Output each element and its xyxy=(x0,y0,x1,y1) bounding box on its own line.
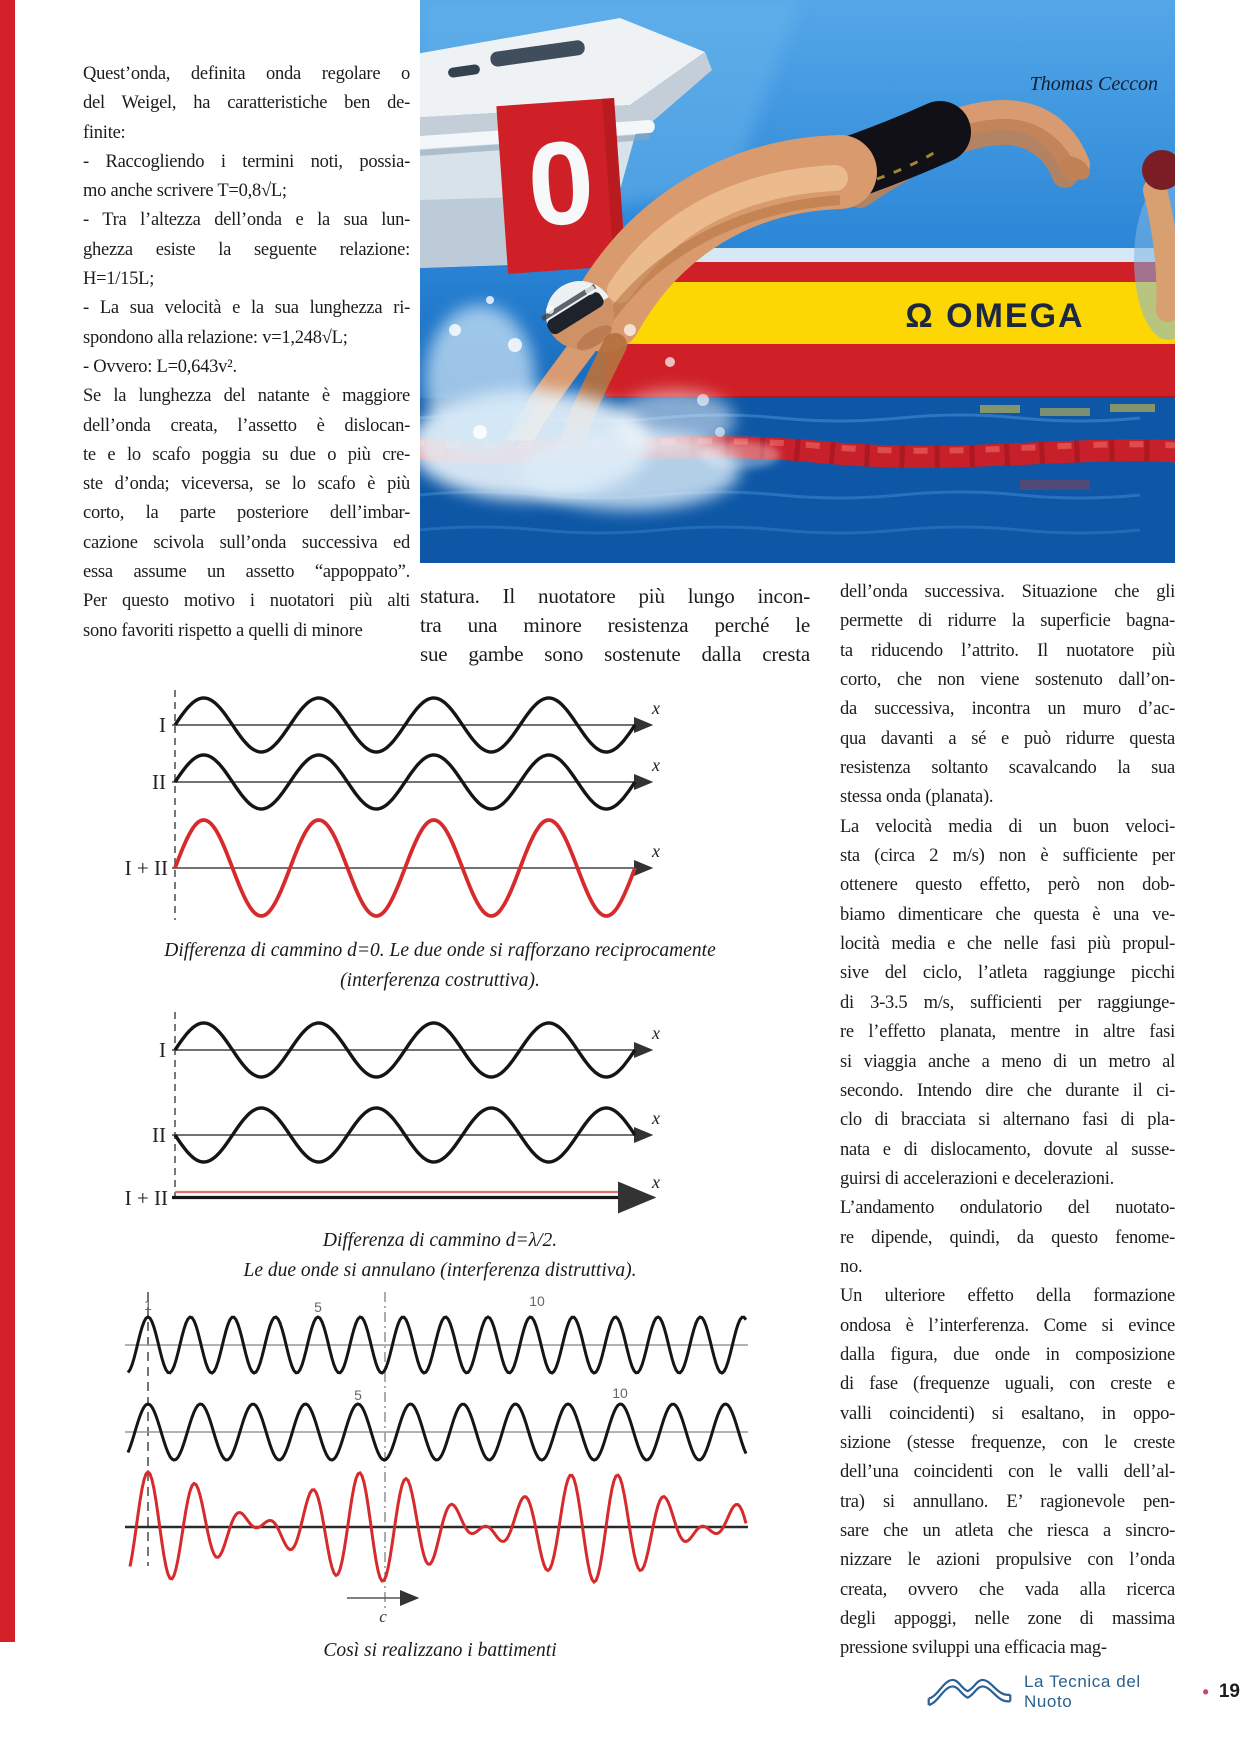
text-line: - Ovvero: L=0,643v². xyxy=(83,356,237,377)
wave-label: I + II xyxy=(124,856,168,880)
text-line: L’andamento ondulatorio del nuotato- xyxy=(840,1198,1175,1219)
figure2-caption xyxy=(100,1226,780,1286)
text-line: si viaggia anche a meno di un metro al xyxy=(840,1051,1175,1072)
text-line: pressione sviluppi una efficacia mag- xyxy=(840,1638,1107,1659)
text-line: ottenere questo effetto, però non dob- xyxy=(840,875,1175,896)
axis-label-x: x xyxy=(652,1172,660,1192)
wave-label: II xyxy=(152,1123,166,1147)
axis-label-x: x xyxy=(652,698,660,718)
axis-label-x: x xyxy=(652,841,660,861)
text-line: sono favoriti rispetto a quelli di minore xyxy=(83,620,363,641)
text-line: finite: xyxy=(83,122,126,143)
text-line: clo di bracciata si alternano fasi di pla- xyxy=(840,1110,1175,1131)
text-line: Un ulteriore effetto della formazione xyxy=(840,1286,1175,1307)
wave-logo-icon xyxy=(925,1675,1014,1709)
footer-separator-dot: • xyxy=(1202,1681,1209,1702)
wave-I xyxy=(175,698,635,752)
text-line: secondo. Intendo dire che durante il ci- xyxy=(840,1080,1175,1101)
figure1-caption xyxy=(100,936,780,996)
left-margin-bar xyxy=(0,0,15,1642)
text-line: no. xyxy=(840,1256,863,1277)
text-line: re dipende, quindi, da questo fenome- xyxy=(840,1227,1175,1248)
text-line: permette di ridurre la superficie bagna- xyxy=(840,611,1175,632)
beat-wave-red xyxy=(130,1472,746,1582)
sponsor-band xyxy=(605,248,1175,402)
figure-destructive-interference xyxy=(125,1012,660,1210)
text-line: sive del ciclo, l’atleta raggiunge picchi xyxy=(840,963,1175,984)
text-line: dell’una coincidenti con le valli dell’al- xyxy=(840,1462,1175,1483)
text-line: essa assume un assetto “appoppato”. xyxy=(83,562,410,583)
page-footer xyxy=(925,1672,1240,1712)
caption-line: Differenza di cammino d=λ/2. xyxy=(322,1230,558,1251)
wave-II xyxy=(175,755,635,809)
text-line: di fase (frequenze uguali, con creste e xyxy=(840,1374,1175,1395)
text-line: mo anche scrivere T=0,8√L; xyxy=(83,181,287,202)
text-line: valli coincidenti) si esaltano, in oppo- xyxy=(840,1403,1175,1424)
text-line: qua davanti a sé e può ridurre questa xyxy=(840,728,1175,749)
figure-constructive-interference xyxy=(125,690,660,920)
omega-logo-text: Ω OMEGA xyxy=(905,297,1085,335)
text-line: ondosa è l’interferenza. Come si evince xyxy=(840,1315,1175,1336)
photo-credit: Thomas Ceccon xyxy=(1029,73,1158,95)
column-left xyxy=(83,60,410,646)
tick-label: 10 xyxy=(612,1385,628,1401)
text-line: dell’onda successiva. Situazione che gli xyxy=(840,582,1175,602)
axis-label-x: x xyxy=(652,1023,660,1043)
text-line: di 3-3.5 m/s, sufficienti per raggiunge- xyxy=(840,992,1175,1013)
wave-frequency-2 xyxy=(128,1404,746,1460)
text-line: - Raccogliendo i termini noti, possia- xyxy=(83,151,410,172)
lane-number: 0 xyxy=(523,115,599,253)
text-line: tra una minore resistenza perché le xyxy=(420,613,810,637)
text-line: statura. Il nuotatore più lungo incon- xyxy=(420,584,810,608)
figure-beats xyxy=(125,1292,748,1626)
text-line: - La sua velocità e la sua lunghezza ri- xyxy=(83,298,410,319)
text-line: locità media e che nelle fasi più propul- xyxy=(840,934,1175,955)
figure3-caption xyxy=(100,1636,780,1666)
text-line: Per questo motivo i nuotatori più alti xyxy=(83,591,410,612)
text-line: da successiva, incontra un muro d’ac- xyxy=(840,699,1175,720)
tick-label: 10 xyxy=(529,1293,545,1309)
caption-line: Differenza di cammino d=0. Le due onde si rafforzano reciprocamente xyxy=(164,940,716,961)
column-right xyxy=(840,578,1175,1664)
wave-label: I xyxy=(159,713,166,737)
text-line: ghezza esiste la seguente relazione: xyxy=(83,239,410,260)
text-line: corto, che non viene sostenuto dall’on- xyxy=(840,670,1175,691)
text-line: dell’onda creata, l’assetto è dislocan- xyxy=(83,415,410,436)
text-line: cazione scivola sull’onda successiva ed xyxy=(83,532,410,553)
wave-label: I + II xyxy=(124,1186,168,1210)
tick-label: 1 xyxy=(144,1297,152,1313)
swimmer-photo xyxy=(420,0,1175,563)
text-line: nizzare le azioni propulsive con l’onda xyxy=(840,1550,1175,1571)
text-line: sare che un atleta che riesca a sincro- xyxy=(840,1521,1175,1541)
text-line: tra) si annullano. E’ ragionevole pen- xyxy=(840,1491,1175,1512)
text-line: re l’effetto planata, mentre in altre fasi xyxy=(840,1022,1175,1043)
axis-label-x: x xyxy=(652,1108,660,1128)
wave-label: II xyxy=(152,770,166,794)
journal-title: La Tecnica del Nuoto xyxy=(1023,1672,1141,1711)
text-line: Quest’onda, definita onda regolare o xyxy=(83,64,410,84)
text-line: sue gambe sono sostenute dalla cresta xyxy=(420,642,810,666)
text-line: - Tra l’altezza dell’onda e la sua lun- xyxy=(83,210,410,231)
page-number: 19 xyxy=(1218,1681,1240,1702)
text-line: ta riducendo l’attrito. Il nuotatore più xyxy=(840,640,1175,661)
caption-line: Così si realizzano i battimenti xyxy=(323,1640,557,1661)
tick-label: 5 xyxy=(314,1299,322,1315)
text-line: biamo dimenticare che questa è una ve- xyxy=(840,904,1175,925)
arrow-label: c xyxy=(379,1607,387,1626)
text-line: sizione (stesse frequenze, con le creste xyxy=(840,1432,1175,1453)
wave-II xyxy=(175,1108,635,1162)
tick-label: 5 xyxy=(354,1387,362,1403)
text-line: La velocità media di un buon veloci- xyxy=(840,816,1175,837)
text-line: ste d’onda; viceversa, se lo scafo è più xyxy=(83,474,410,495)
text-line: Se la lunghezza del natante è maggiore xyxy=(83,386,410,407)
text-line: resistenza soltanto scavalcando la sua xyxy=(840,758,1175,779)
caption-line: (interferenza costruttiva). xyxy=(340,970,540,991)
text-line: dalla figura, due onde in composizione xyxy=(840,1344,1175,1365)
text-line: sta (circa 2 m/s) non è sufficiente per xyxy=(840,846,1175,867)
text-line: nata e di dislocamento, dovute al susse- xyxy=(840,1139,1175,1160)
text-line: del Weigel, ha caratteristiche ben de- xyxy=(83,93,410,114)
axis-label-x: x xyxy=(652,755,660,775)
text-line: spondono alla relazione: v=1,248√L; xyxy=(83,327,348,348)
text-line: te e lo scafo poggia su due o più cre- xyxy=(83,444,410,465)
text-line: guirsi di accelerazioni e decelerazioni. xyxy=(840,1168,1115,1189)
text-line: corto, la parte posteriore dell’imbar- xyxy=(83,503,410,524)
wave-frequency-1 xyxy=(128,1317,746,1373)
text-line: stessa onda (planata). xyxy=(840,787,994,808)
caption-line: Le due onde si annulano (interferenza distruttiva). xyxy=(243,1260,637,1281)
wave-I xyxy=(175,1023,635,1077)
text-line: H=1/15L; xyxy=(83,269,155,290)
wave-label: I xyxy=(159,1038,166,1062)
text-line: degli appoggi, nelle zone di massima xyxy=(840,1609,1175,1630)
wave-sum-red xyxy=(175,820,635,916)
column-middle xyxy=(420,582,810,669)
text-line: creata, ovvero che vada alla ricerca xyxy=(840,1579,1175,1600)
